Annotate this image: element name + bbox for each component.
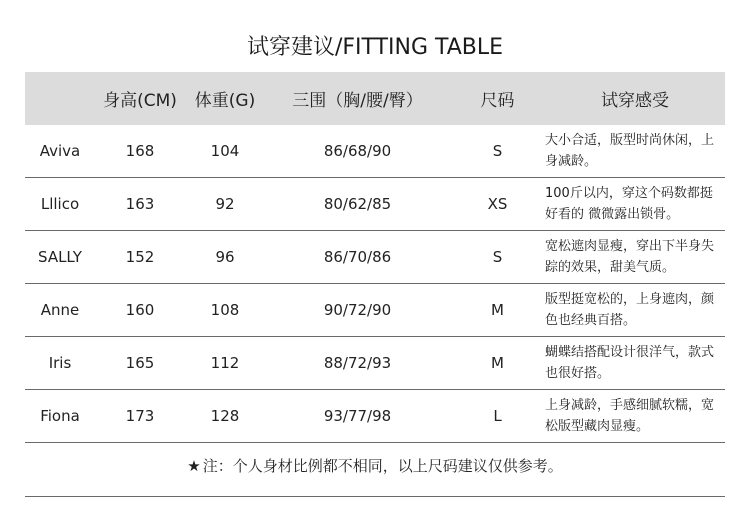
footnote-text: 注：个人身材比例都不相同，以上尺码建议仅供参考。: [202, 457, 563, 475]
cell-bwh: 80/62/85: [323, 195, 392, 213]
header-bwh: 三围（胸/腰/臀）: [292, 91, 423, 111]
cell-bwh: 90/72/90: [323, 301, 392, 319]
cell-bwh: 86/68/90: [323, 142, 392, 160]
cell-weight: 96: [215, 248, 235, 266]
table-row: [25, 284, 725, 337]
cell-feel: 宽松遮肉显瘦，穿出下半身失踪的效果，甜美气质。: [545, 239, 715, 275]
cell-feel: 大小合适，版型时尚休闲，上身减龄。: [545, 133, 715, 169]
cell-name: Iris: [48, 354, 72, 372]
cell-height: 168: [125, 142, 155, 160]
cell-name: Lllico: [40, 195, 80, 213]
header-feel: 试穿感受: [601, 91, 669, 111]
table-header-row: [25, 72, 725, 125]
footnote: [0, 455, 750, 476]
cell-size: S: [492, 142, 503, 160]
cell-name: Fiona: [40, 407, 80, 425]
cell-bwh: 93/77/98: [323, 407, 392, 425]
cell-weight: 128: [210, 407, 240, 425]
cell-name: Anne: [40, 301, 80, 319]
cell-size: M: [491, 301, 504, 319]
cell-bwh: 86/70/86: [323, 248, 392, 266]
cell-height: 173: [125, 407, 155, 425]
table-row: [25, 337, 725, 390]
table-row: [25, 390, 725, 443]
cell-size: XS: [487, 195, 508, 213]
cell-weight: 92: [215, 195, 235, 213]
cell-height: 163: [125, 195, 155, 213]
cell-weight: 108: [210, 301, 240, 319]
cell-name: SALLY: [38, 248, 82, 266]
fitting-table: [25, 72, 725, 443]
cell-weight: 112: [210, 354, 240, 372]
cell-feel: 版型挺宽松的，上身遮肉，颜色也经典百搭。: [545, 292, 715, 328]
star-icon: ★: [187, 457, 201, 475]
cell-feel: 蝴蝶结搭配设计很洋气，款式也很好搭。: [545, 345, 715, 381]
cell-height: 152: [125, 248, 155, 266]
table-row: [25, 178, 725, 231]
page-title: 试穿建议/FITTING TABLE: [246, 35, 504, 60]
cell-bwh: 88/72/93: [323, 354, 392, 372]
header-height: 身高(CM): [103, 91, 177, 111]
cell-height: 165: [125, 354, 155, 372]
cell-feel: 上身减龄，手感细腻软糯，宽松版型藏肉显瘦。: [545, 398, 715, 434]
cell-size: L: [493, 407, 502, 425]
cell-name: Aviva: [39, 142, 81, 160]
cell-feel: 100斤以内，穿这个码数都挺好看的 微微露出锁骨。: [545, 186, 713, 222]
table-row: [25, 231, 725, 284]
cell-size: M: [491, 354, 504, 372]
cell-size: S: [492, 248, 503, 266]
header-weight: 体重(G): [194, 91, 256, 111]
cell-weight: 104: [210, 142, 240, 160]
table-row: [25, 125, 725, 178]
header-size: 尺码: [480, 91, 515, 111]
bottom-divider: [25, 496, 725, 497]
cell-height: 160: [125, 301, 155, 319]
